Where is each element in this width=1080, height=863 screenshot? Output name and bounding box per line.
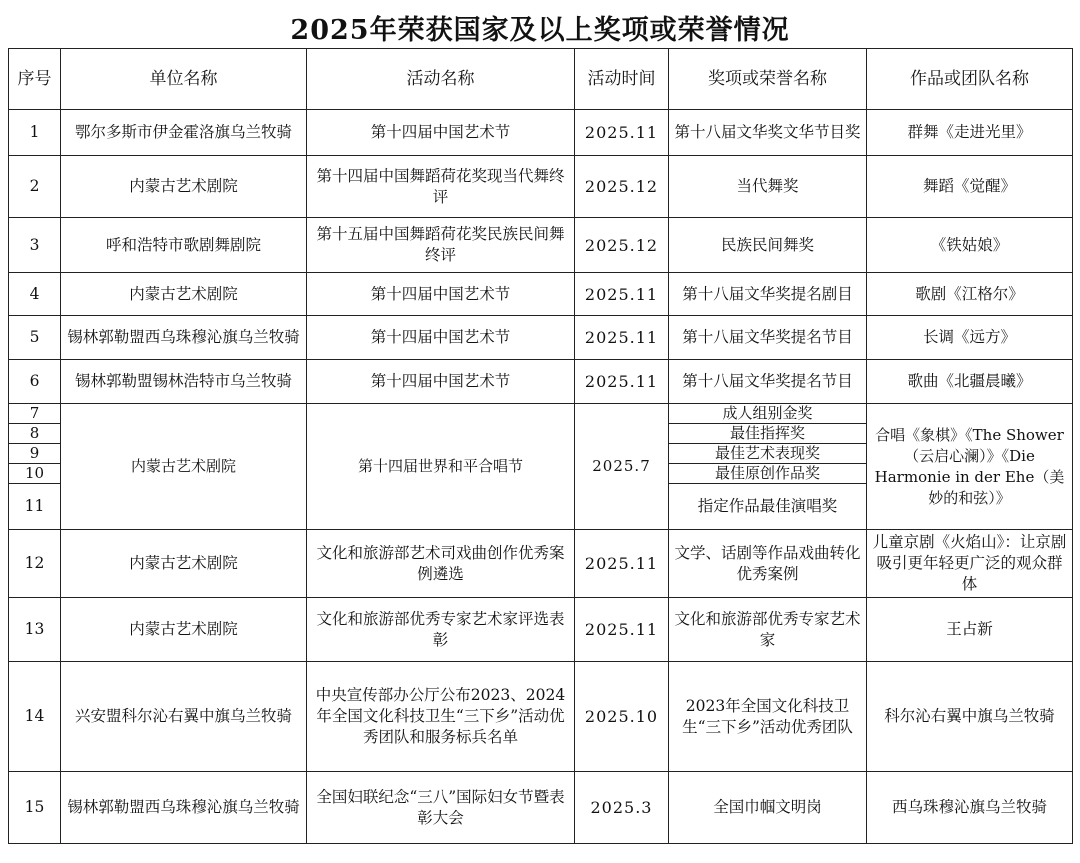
cell-unit: 内蒙古艺术剧院 [61, 404, 307, 530]
cell-event: 第十五届中国舞蹈荷花奖民族民间舞终评 [307, 218, 575, 273]
table-row [9, 316, 1073, 360]
table-row [9, 404, 1073, 424]
cell-event: 第十四届中国艺术节 [307, 360, 575, 404]
cell-date: 2025.11 [575, 273, 669, 316]
header-award: 奖项或荣誉名称 [669, 49, 867, 110]
table-row [9, 218, 1073, 273]
table-row [9, 772, 1073, 844]
header-work: 作品或团队名称 [867, 49, 1073, 110]
cell-work: 舞蹈《觉醒》 [867, 156, 1073, 218]
cell-work: 歌曲《北疆晨曦》 [867, 360, 1073, 404]
cell-no: 5 [9, 316, 61, 360]
cell-award: 第十八届文华奖提名节目 [669, 360, 867, 404]
cell-date: 2025.10 [575, 662, 669, 772]
cell-award: 指定作品最佳演唱奖 [669, 484, 867, 530]
cell-unit: 内蒙古艺术剧院 [61, 598, 307, 662]
cell-no: 6 [9, 360, 61, 404]
cell-unit: 锡林郭勒盟锡林浩特市乌兰牧骑 [61, 360, 307, 404]
header-date: 活动时间 [575, 49, 669, 110]
cell-no: 11 [9, 484, 61, 530]
table-row [9, 662, 1073, 772]
cell-event: 第十四届中国艺术节 [307, 316, 575, 360]
cell-award: 文化和旅游部优秀专家艺术家 [669, 598, 867, 662]
header-no: 序号 [9, 49, 61, 110]
cell-award: 成人组别金奖 [669, 404, 867, 424]
cell-event: 全国妇联纪念“三八”国际妇女节暨表彰大会 [307, 772, 575, 844]
cell-unit: 呼和浩特市歌剧舞剧院 [61, 218, 307, 273]
cell-work: 歌剧《江格尔》 [867, 273, 1073, 316]
honors-table [8, 48, 1073, 844]
cell-unit: 锡林郭勒盟西乌珠穆沁旗乌兰牧骑 [61, 316, 307, 360]
table-row [9, 110, 1073, 156]
cell-award: 第十八届文华奖提名节目 [669, 316, 867, 360]
cell-work: 西乌珠穆沁旗乌兰牧骑 [867, 772, 1073, 844]
cell-no: 15 [9, 772, 61, 844]
cell-work: 长调《远方》 [867, 316, 1073, 360]
cell-work: 群舞《走进光里》 [867, 110, 1073, 156]
cell-unit: 兴安盟科尔沁右翼中旗乌兰牧骑 [61, 662, 307, 772]
table-row [9, 530, 1073, 598]
cell-award: 全国巾帼文明岗 [669, 772, 867, 844]
cell-award: 第十八届文华奖文华节目奖 [669, 110, 867, 156]
cell-no: 4 [9, 273, 61, 316]
cell-event: 文化和旅游部优秀专家艺术家评选表彰 [307, 598, 575, 662]
cell-award: 最佳艺术表现奖 [669, 444, 867, 464]
cell-unit: 内蒙古艺术剧院 [61, 273, 307, 316]
cell-no: 1 [9, 110, 61, 156]
cell-award: 当代舞奖 [669, 156, 867, 218]
cell-date: 2025.12 [575, 218, 669, 273]
cell-no: 12 [9, 530, 61, 598]
cell-award: 最佳原创作品奖 [669, 464, 867, 484]
cell-date: 2025.3 [575, 772, 669, 844]
cell-work: 《铁姑娘》 [867, 218, 1073, 273]
table-row [9, 273, 1073, 316]
cell-unit: 内蒙古艺术剧院 [61, 530, 307, 598]
cell-event: 第十四届世界和平合唱节 [307, 404, 575, 530]
cell-event: 第十四届中国艺术节 [307, 273, 575, 316]
table-row [9, 360, 1073, 404]
cell-event: 第十四届中国艺术节 [307, 110, 575, 156]
cell-date: 2025.11 [575, 360, 669, 404]
cell-no: 10 [9, 464, 61, 484]
cell-work: 合唱《象棋》《The Shower（云启心澜）》《Die Harmonie in der Ehe（美妙的和弦）》 [867, 404, 1073, 530]
cell-date: 2025.11 [575, 530, 669, 598]
cell-award: 文学、话剧等作品戏曲转化优秀案例 [669, 530, 867, 598]
cell-unit: 锡林郭勒盟西乌珠穆沁旗乌兰牧骑 [61, 772, 307, 844]
cell-no: 9 [9, 444, 61, 464]
page-title: 2025年荣获国家及以上奖项或荣誉情况 [290, 15, 790, 46]
cell-award: 第十八届文华奖提名剧目 [669, 273, 867, 316]
cell-event: 中央宣传部办公厅公布2023、2024年全国文化科技卫生“三下乡”活动优秀团队和服务标兵名单 [307, 662, 575, 772]
cell-award: 民族民间舞奖 [669, 218, 867, 273]
cell-unit: 内蒙古艺术剧院 [61, 156, 307, 218]
cell-no: 8 [9, 424, 61, 444]
cell-no: 13 [9, 598, 61, 662]
cell-unit: 鄂尔多斯市伊金霍洛旗乌兰牧骑 [61, 110, 307, 156]
cell-work: 王占新 [867, 598, 1073, 662]
cell-event: 第十四届中国舞蹈荷花奖现当代舞终评 [307, 156, 575, 218]
cell-no: 3 [9, 218, 61, 273]
cell-date: 2025.11 [575, 316, 669, 360]
cell-award: 最佳指挥奖 [669, 424, 867, 444]
cell-event: 文化和旅游部艺术司戏曲创作优秀案例遴选 [307, 530, 575, 598]
table-row [9, 156, 1073, 218]
cell-no: 14 [9, 662, 61, 772]
header-event: 活动名称 [307, 49, 575, 110]
header-unit: 单位名称 [61, 49, 307, 110]
cell-no: 2 [9, 156, 61, 218]
cell-work: 儿童京剧《火焰山》：让京剧吸引更年轻更广泛的观众群体 [867, 530, 1073, 598]
cell-no: 7 [9, 404, 61, 424]
cell-date: 2025.7 [575, 404, 669, 530]
table-row [9, 598, 1073, 662]
cell-work: 科尔沁右翼中旗乌兰牧骑 [867, 662, 1073, 772]
cell-date: 2025.11 [575, 598, 669, 662]
cell-date: 2025.12 [575, 156, 669, 218]
cell-award: 2023年全国文化科技卫生“三下乡”活动优秀团队 [669, 662, 867, 772]
cell-date: 2025.11 [575, 110, 669, 156]
header-row [9, 49, 1073, 110]
